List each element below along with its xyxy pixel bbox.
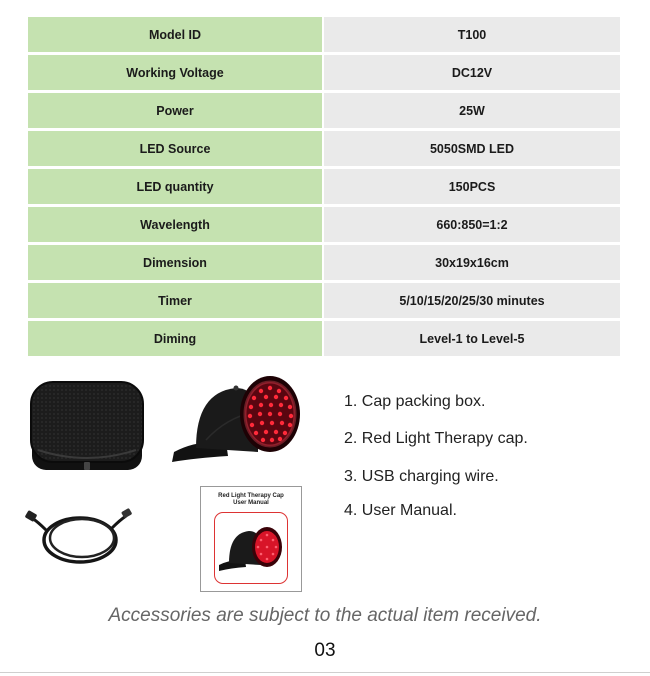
spec-label: Power <box>28 93 322 128</box>
spec-value: 660:850=1:2 <box>322 207 620 242</box>
spec-label: Model ID <box>28 17 322 52</box>
spec-label: LED quantity <box>28 169 322 204</box>
spec-label: LED Source <box>28 131 322 166</box>
spec-label: Working Voltage <box>28 55 322 90</box>
spec-label: Wavelength <box>28 207 322 242</box>
bottom-divider <box>0 672 650 673</box>
therapy-cap-image <box>166 370 306 470</box>
spec-value: 5050SMD LED <box>322 131 620 166</box>
page-number: 03 <box>314 640 336 661</box>
spec-label: Dimension <box>28 245 322 280</box>
spec-value: 5/10/15/20/25/30 minutes <box>322 283 620 318</box>
list-item: 2. Red Light Therapy cap. <box>344 430 528 447</box>
manual-cap-icon <box>217 521 283 575</box>
usb-cable-image <box>24 498 134 570</box>
accessories-list <box>344 393 528 520</box>
spec-label: Timer <box>28 283 322 318</box>
spec-table <box>28 17 620 356</box>
spec-value: Level-1 to Level-5 <box>322 321 620 356</box>
user-manual-image <box>200 486 302 592</box>
spec-value: 150PCS <box>322 169 620 204</box>
spec-value: DC12V <box>322 55 620 90</box>
spec-value: 25W <box>322 93 620 128</box>
list-item: 3. USB charging wire. <box>344 468 499 485</box>
list-item: 4. User Manual. <box>344 502 457 519</box>
list-item: 1. Cap packing box. <box>344 393 486 410</box>
manual-title: Red Light Therapy Cap User Manual <box>218 493 284 506</box>
accessories-note: Accessories are subject to the actual item received. <box>108 605 542 626</box>
spec-value: T100 <box>322 17 620 52</box>
packing-box-image <box>28 376 146 476</box>
spec-label: Diming <box>28 321 322 356</box>
spec-value: 30x19x16cm <box>322 245 620 280</box>
